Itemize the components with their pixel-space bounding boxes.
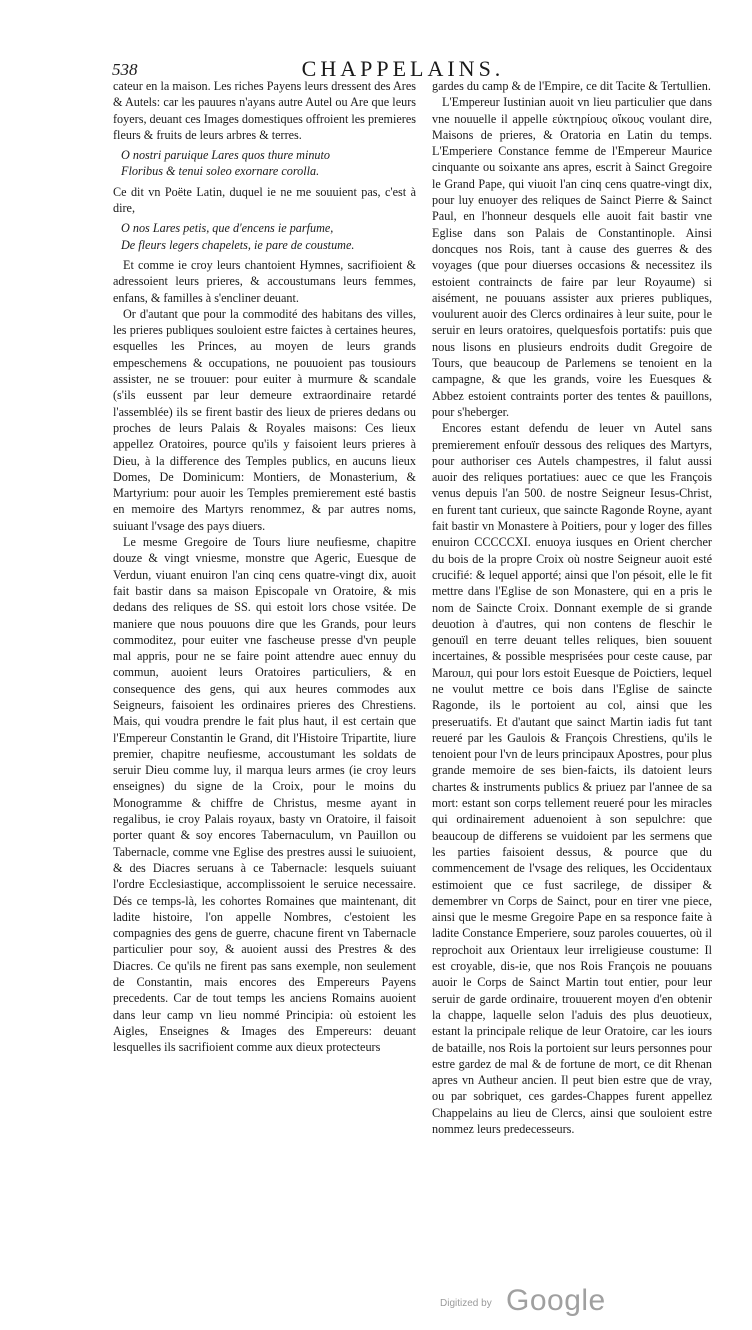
right-paragraph-1: gardes du camp & de l'Empire, ce dit Tacite & Tertullien. (432, 79, 711, 93)
left-column (113, 78, 416, 1056)
latin-verse-line-1: O nostri paruique Lares quos thure minuto (121, 148, 331, 163)
page-number: 538 (112, 60, 138, 79)
french-verse-line-1: O nos Lares petis, que d'encens ie parfume, (121, 221, 334, 236)
right-column (432, 78, 712, 1137)
left-paragraph-1: cateur en la maison. Les riches Payens leurs dressent des Ares & Autels: car les pauures n'ayans autre Autel ou Are que leurs foyers, deuant ces Images domestiques offroient les premieres fleurs & fruits de leurs arbres & terres. (113, 79, 417, 142)
left-paragraph-5: Le mesme Gregoire de Tours liure neufiesme, chapitre douze & vingt vniesme, monstre que Ageric, Euesque de Verdun, viuant enuiron l'an cinq cens quatre-vingt dix, auoit fait bastir dans sa maison Episcopale vn Oratoire, & mis dedans des reliques de SS. qui estoit lors chose vsitée. De maniere que nous pouuons dire que les Grands, pour leurs commoditez, pour euiter vne fascheuse presse d'vn peuple mal appris, pour ne se faire point attendre auec ennuy du commun, auoient leurs Oratoires particuliers, & en consequence des gens, qui aux heures commodes aux Seigneurs, faisoient les ordinaires prieres des Chrestiens. Mais, qui voudra prendre le fait plus haut, il est certain que l'Empereur Constantin le Grand, dit l'Histoire Tripartite, liure premier, chapitre neufiesme, accoustumant les soldats de seruir Dieu comme luy, il marqua leurs armes (ie croy leurs enseignes) du signe de la Croix, pour le moins du Monogramme & chiffre de Christus, mesme ayant in regalibus, ie croy Palais royaux, basty vn Oratoire, il faisoit porter quant & soy encores Tabernaculum, vn Pauillon ou Tabernacle, comme vne Eglise des prestres aussi le suiuoient, & des Diacres seruans à ce Tabernacle: lesquels suiuant l'ordre Ecclesiastique, accomplissoient le seruice necessaire. Dés ce temps-là, les cohortes Romaines que maintenant, dit ladite histoire, l'on appelle Nombres, c'estoient les compagnies des gens de guerre, chacune firent vn Tabernacle particulier pour soy, & auoient aussi des Prestres & des Diacres. Ce qu'ils ne firent pas sans exemple, non seulement de Constantin, mais encores des Empereurs Payens precedents. Car de tout temps les anciens Romains auoient dans leur camp vn lieu nommé Principia: où estoient les Aigles, Enseignes & Images des Empereurs: deuant lesquelles ils sacrifioient comme aux dieux protecteurs (113, 535, 416, 1055)
left-paragraph-3: Et comme ie croy leurs chantoient Hymnes, sacrifioient & adressoient leurs prieres, & accoustumans leurs femmes, enfans, & familles à s'encliner deuant. (113, 257, 416, 305)
french-verse (113, 220, 416, 253)
digitized-by-label: Digitized by (440, 1298, 492, 1309)
left-paragraph-2: Ce dit vn Poëte Latin, duquel ie ne me souuient pas, c'est à dire, (113, 184, 416, 216)
left-paragraph-4: Or d'autant que pour la commodité des habitans des villes, les prieres publiques souloient estre faictes à certaines heures, esquelles les Princes, au moyen de leurs grands empeschemens & occupations, ne pouuoient pas tousiours assister, ne se trouuer: pour euiter à murmure & scandale (s'ils eussent par leur demeure extraordinaire retardé l'assemblée) ils se firent bastir des lieux de prieres dedans ou proches de leurs Palais & Royales maisons: Ces lieux appellez Oratoires, pource qu'ils y faisoient leurs prieres à Dieu, à la difference des Temples publics, en aucuns lieux Domes, De Dominicum: Montiers, de Monasterium, & Martyrium: pour auoir les Temples premierement esté bastis en memoire des Martyrs renommez, & par autres noms, suiuant l'vsage des pays diuers. (113, 306, 416, 533)
latin-verse-line-2: Floribus & tenui soleo exornare corolla. (121, 164, 320, 179)
right-paragraph-2: L'Empereur Iustinian auoit vn lieu particulier que dans vne nouuelle il appelle εὐκτηρίους οἴκους voulant dire, Maisons de prieres, & Oratoria en Latin du temps. L'Emperiere Constance femme de l'Empereur Maurice cinquante ou soixante ans apres, escrit à Sainct Gregoire le Grand Pape, qui viuoit l'an cinq cens quatre-vingt dix, pour luy enuoyer des reliques de Sainct Pierre & Sainct Paul, en l'honneur desquels elle auoit fait bastir vne Eglise dans son Palais de Constantinople. Ainsi doncques nos Rois, tant à cause des guerres & des voyages (que pour diuerses occasions & necessitez ils estoient contraincts de faire par leur Royaume) si aisément, ne pouuans assister aux prieres publiques, voulurent auoir des Clercs ordinaires à leur suite, pour le seruir en leurs oratoires, quelquesfois portatifs: puis que nous lisons en plusieurs endroits dudit Gregoire de Tours, que beaucoup de Parlemens se tenoient en la campagne, & que les grands, voire les Euesques & Abbez estoient contraints porter des tentes & pauillons, pour s'heberger. (432, 95, 712, 419)
right-paragraph-3: Encores estant defendu de leuer vn Autel sans premierement enfouïr dessous des reliques des Martyrs, pour authoriser ces Autels champestres, il falut aussi auoir des reliques portatiues: auec ce que les François venus depuis l'an 500. de nostre Seigneur Iesus-Christ, en furent tant curieux, que saincte Ragonde Royne, ayant fait bastir vn Monastere à Poitiers, pour y loger des filles enuiron CCCCCXI. enuoya iusques en Orient chercher du bois de la propre Croix où nostre Seigneur auoit esté crucifié: & lequel apporté; ainsi que l'on pésoit, elle le fit mettre dans l'Eglise de son Monastere, qui en a pris le nom de Saincte Croix. Donnant exemple de si grande deuotion à d'autres, qui non contens de fleschir le genouïl en terre deuant telles reliques, bien souuent incertaines, & possible mesprisées pour ceste cause, par Marouл, qui pour lors estoit Euesque de Poictiers, lequel ne voulut mettre ce bois dans l'Eglise de saincte Ragonde, ils le portoient au col, ainsi que les preseruatifs. Et d'autant que sainct Martin iadis fut tant reueré par les Gaulois & François Chrestiens, qu'ils le tenoient pour l'vn de leurs principaux Apostres, pour plus grande memoire de ses bien-faicts, ils datoient leurs chartes & instruments publics & priuez par l'annee de sa mort: estant son corps tellement reueré pour les miracles qui ordinairement aduenoient à son sepulchre: que beaucoup de differens se vuidoient par les sermens que les parties faisoient dessus, & pource que du commencement de l'vsage des reliques, les Occidentaux estimoient que ce fust sacrilege, de dissiper & demembrer vn Corps de Sainct, pour en tirer vne piece, ainsi que le mesme Gregoire Pape en sa responce faite à ladite Constance Emperiere, souz paroles couuertes, où il reprochoit aux Orientaux leur irreligieuse coustume: Il est croyable, dis-ie, que nos Rois François ne pouuans auoir le Corps de Sainct Martin tout entier, pour leur seruir de garde ordinaire, trouuerent moyen d'en obtenir la chappe, laquelle selon l'aduis des plus deuotieux, estant la principale relique de leur Oratoire, car les iours de bataille, nos Rois la portoient sur leurs personnes pour estre gardez de mal & de fortune de mort, ce dit Rhenan apres vn Autheur ancien. Il peut bien estre que de vray, ou par sobriquet, ces gardes-Chappes furent appellez Chappelains au lieu de Clercs, ainsi que souloient estre nommez leurs predecesseurs. (432, 421, 712, 1136)
latin-verse (113, 147, 416, 180)
dropcap-section (113, 534, 416, 1056)
digitization-watermark (440, 1284, 660, 1324)
google-logo: Google (506, 1284, 606, 1317)
running-title: CHAPPELAINS. (301, 56, 505, 81)
french-verse-line-2: De fleurs legers chapelets, ie pare de coustume. (121, 237, 355, 252)
